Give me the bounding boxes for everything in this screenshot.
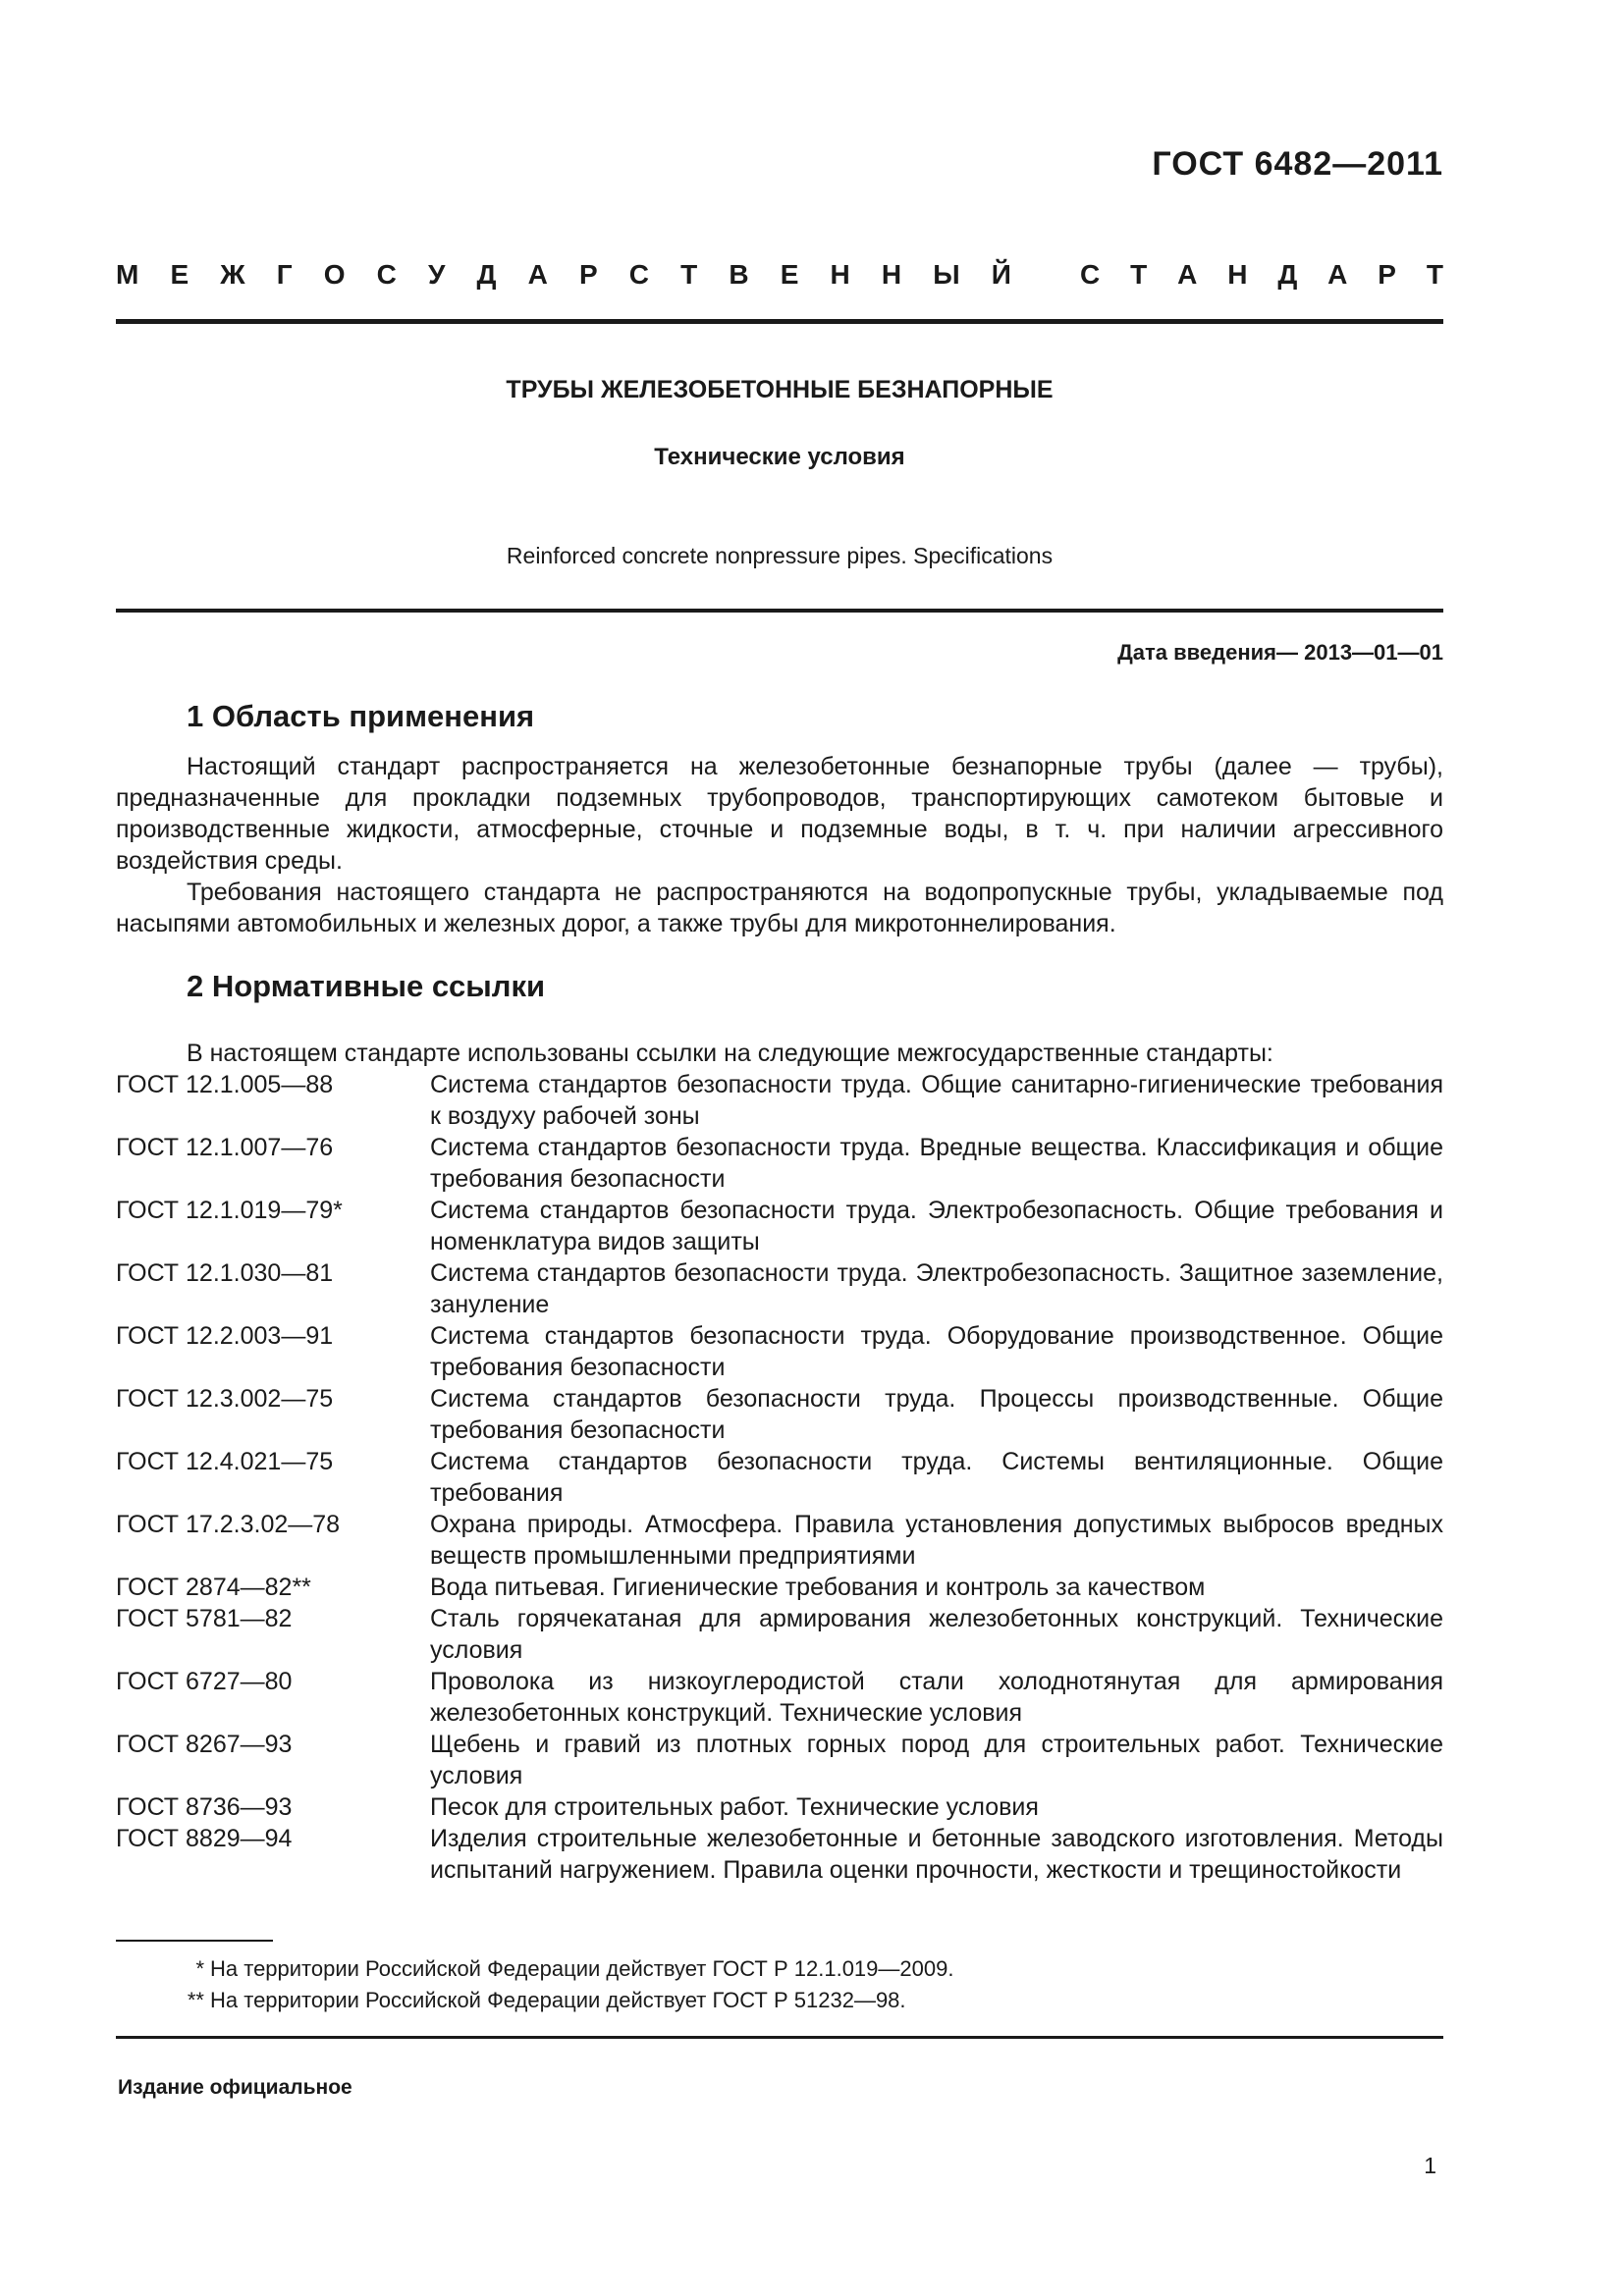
page-number: 1	[1424, 2153, 1436, 2178]
reference-title: Система стандартов безопасности труда. Электробезопасность. Общие требования и номенклатура видов защиты	[430, 1197, 1443, 1255]
reference-title: Охрана природы. Атмосфера. Правила установления допустимых выбросов вредных веществ промышленными предприятиями	[430, 1511, 1443, 1570]
reference-code: ГОСТ 12.1.007—76	[116, 1134, 334, 1161]
reference-row	[116, 1791, 1443, 1823]
reference-title: Система стандартов безопасности труда. Вредные вещества. Классификация и общие требования безопасности	[430, 1134, 1443, 1193]
reference-row	[116, 1666, 1443, 1729]
reference-code: ГОСТ 8267—93	[116, 1731, 293, 1758]
section-1-heading: 1 Область применения	[187, 699, 535, 733]
reference-row	[116, 1132, 1443, 1195]
reference-row	[116, 1823, 1443, 1886]
reference-code: ГОСТ 2874—82**	[116, 1574, 311, 1601]
heading-letter: М	[116, 259, 139, 290]
heading-letter: Е	[780, 259, 799, 290]
reference-title: Система стандартов безопасности труда. Общие санитарно-гигиенические требования к воздуху рабочей зоны	[430, 1071, 1443, 1130]
title-divider	[116, 609, 1443, 613]
introduction-date: Дата введения— 2013—01—01	[1117, 640, 1443, 665]
heading-letter: Й	[991, 259, 1011, 290]
heading-letter: А	[527, 259, 548, 290]
heading-letter: Р	[1378, 259, 1396, 290]
reference-title: Сталь горячекатаная для армирования железобетонных конструкций. Технические условия	[430, 1605, 1443, 1664]
footnote-mark: **	[187, 1988, 204, 2012]
heading-letter: Т	[1426, 259, 1443, 290]
heading-letter: О	[323, 259, 346, 290]
heading-letter: Н	[881, 259, 902, 290]
reference-code: ГОСТ 12.3.002—75	[116, 1385, 334, 1413]
heading-letter: Т	[1130, 259, 1148, 290]
heading-letter: В	[729, 259, 749, 290]
bottom-divider	[116, 2036, 1443, 2039]
section-2-heading: 2 Нормативные ссылки	[187, 969, 546, 1003]
section-1-paragraph-2: Требования настоящего стандарта не распространяются на водопропускные трубы, укладываемые под насыпями автомобильных и железных дорог, а также трубы для микротоннелирования.	[116, 879, 1443, 937]
heading-letter: Д	[1277, 259, 1298, 290]
footnote	[116, 1953, 1443, 1985]
standard-type-heading	[116, 259, 1443, 291]
reference-row	[116, 1729, 1443, 1791]
heading-letter: Н	[1227, 259, 1248, 290]
heading-letter: Р	[578, 259, 598, 290]
reference-code: ГОСТ 12.4.021—75	[116, 1448, 334, 1475]
reference-title: Система стандартов безопасности труда. Процессы производственные. Общие требования безопасности	[430, 1385, 1443, 1444]
heading-letter: А	[1177, 259, 1198, 290]
standard-type-word-1	[116, 259, 1011, 291]
heading-letter: Д	[476, 259, 497, 290]
normative-references-list	[116, 1069, 1443, 1886]
reference-row	[116, 1383, 1443, 1446]
heading-letter: А	[1327, 259, 1348, 290]
document-number: ГОСТ 6482—2011	[1152, 145, 1443, 183]
footnote-text: На территории Российской Федерации действует ГОСТ Р 12.1.019—2009.	[210, 1956, 954, 1981]
reference-title: Система стандартов безопасности труда. Оборудование производственное. Общие требования безопасности	[430, 1322, 1443, 1381]
reference-title: Система стандартов безопасности труда. Электробезопасность. Защитное заземление, зануление	[430, 1259, 1443, 1318]
heading-letter: У	[427, 259, 446, 290]
heading-letter: Ы	[933, 259, 960, 290]
heading-letter: С	[628, 259, 649, 290]
heading-letter: Н	[830, 259, 850, 290]
reference-code: ГОСТ 17.2.3.02—78	[116, 1511, 341, 1538]
reference-row	[116, 1446, 1443, 1509]
section-1-paragraph-1: Настоящий стандарт распространяется на железобетонные безнапорные трубы (далее — трубы), предназначенные для прокладки подземных трубопроводов, транспортирующих самотеком бытовые и производственные жидкости, атмосферные, сточные и подземные воды, в т. ч. при наличии агрессивного воздействия среды.	[116, 753, 1443, 875]
heading-letter: Е	[170, 259, 189, 290]
reference-code: ГОСТ 12.1.030—81	[116, 1259, 334, 1287]
heading-letter: С	[376, 259, 397, 290]
reference-code: ГОСТ 12.2.003—91	[116, 1322, 334, 1350]
reference-title: Песок для строительных работ. Технические условия	[430, 1793, 1039, 1821]
reference-code: ГОСТ 8829—94	[116, 1825, 293, 1852]
footnote-mark: *	[195, 1956, 204, 1981]
reference-title: Система стандартов безопасности труда. Системы вентиляционные. Общие требования	[430, 1448, 1443, 1507]
document-subtitle: Технические условия	[654, 444, 905, 470]
reference-row	[116, 1509, 1443, 1572]
reference-title: Изделия строительные железобетонные и бетонные заводского изготовления. Методы испытаний нагружением. Правила оценки прочности, жесткости и трещиностойкости	[430, 1825, 1443, 1884]
reference-code: ГОСТ 6727—80	[116, 1668, 293, 1695]
reference-row	[116, 1195, 1443, 1257]
footnote-text: На территории Российской Федерации действует ГОСТ Р 51232—98.	[210, 1988, 906, 2012]
standard-type-word-2	[1080, 259, 1443, 291]
reference-title: Вода питьевая. Гигиенические требования и контроль за качеством	[430, 1574, 1206, 1601]
footnotes	[116, 1953, 1443, 2016]
reference-title: Проволока из низкоуглеродистой стали холоднотянутая для армирования железобетонных конструкций. Технические условия	[430, 1668, 1443, 1727]
heading-letter: С	[1080, 259, 1101, 290]
english-title: Reinforced concrete nonpressure pipes. Specifications	[506, 543, 1054, 568]
footnote-separator	[116, 1940, 273, 1942]
reference-code: ГОСТ 5781—82	[116, 1605, 293, 1632]
reference-row	[116, 1603, 1443, 1666]
document-title: ТРУБЫ ЖЕЛЕЗОБЕТОННЫЕ БЕЗНАПОРНЫЕ	[506, 376, 1054, 403]
heading-letter: Ж	[220, 259, 245, 290]
edition-label: Издание официальное	[118, 2076, 352, 2099]
reference-code: ГОСТ 8736—93	[116, 1793, 293, 1821]
reference-row	[116, 1257, 1443, 1320]
reference-code: ГОСТ 12.1.005—88	[116, 1071, 334, 1098]
reference-row	[116, 1069, 1443, 1132]
top-divider	[116, 319, 1443, 324]
heading-letter: Т	[680, 259, 698, 290]
section-2-intro: В настоящем стандарте использованы ссылки на следующие межгосударственные стандарты:	[187, 1040, 1273, 1067]
reference-title: Щебень и гравий из плотных горных пород для строительных работ. Технические условия	[430, 1731, 1443, 1789]
reference-row	[116, 1572, 1443, 1603]
reference-row	[116, 1320, 1443, 1383]
footnote	[116, 1985, 1443, 2016]
reference-code: ГОСТ 12.1.019—79*	[116, 1197, 343, 1224]
heading-letter: Г	[276, 259, 293, 290]
